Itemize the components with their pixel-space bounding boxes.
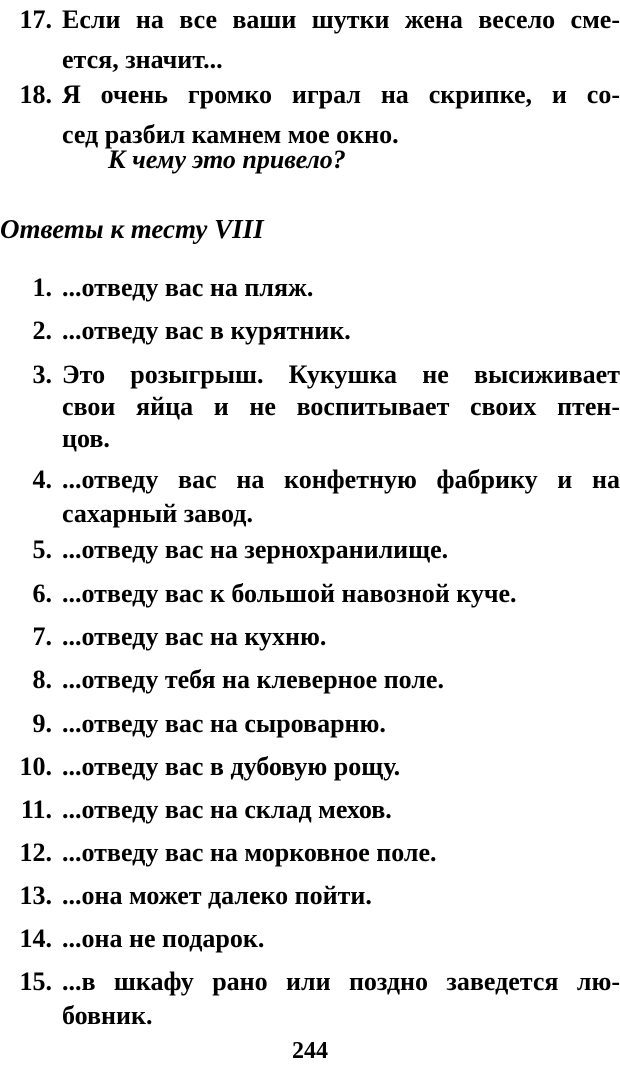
text-line: ...в шкафу рано или поздно заведется лю-: [62, 967, 620, 996]
answer-text: [62, 460, 620, 534]
answer-number: 14.: [19, 924, 52, 953]
answer-text: [62, 574, 620, 614]
text-line: сед разбил камнем мое окно.: [62, 120, 399, 149]
answer-number: 5.: [32, 535, 52, 564]
text-line: цов.: [62, 424, 110, 453]
answer-text: [62, 355, 620, 459]
answer-text: [62, 876, 620, 916]
text-line: ...отведу тебя на клеверное поле.: [62, 665, 444, 694]
text-line: ...отведу вас на конфетную фабрику и на: [62, 465, 620, 494]
text-line: Это розыгрыш. Кукушка не высиживает: [62, 360, 620, 389]
text-line: ...отведу вас в дубовую рощу.: [62, 752, 401, 781]
answer-number: 8.: [32, 665, 52, 694]
question-text: [62, 75, 620, 155]
text-line: Если на все ваши шутки жена весело сме-: [62, 5, 620, 34]
answer-text: [62, 919, 620, 959]
answer-number: 3.: [32, 360, 52, 389]
text-line: ...отведу вас к большой навозной куче.: [62, 579, 517, 608]
text-line: ...отведу вас на зернохранилище.: [62, 535, 449, 564]
text-line: сахарный завод.: [62, 499, 253, 528]
question-note: К чему это привело?: [108, 145, 346, 174]
text-line: ется, значит...: [62, 45, 223, 74]
text-line: бовник.: [62, 1001, 153, 1030]
answer-number: 10.: [19, 752, 52, 781]
answer-text: [62, 704, 620, 744]
text-line: ...она может далеко пойти.: [62, 881, 372, 910]
answer-number: 1.: [32, 273, 52, 302]
answer-number: 15.: [19, 967, 52, 996]
answer-number: 11.: [20, 795, 52, 824]
answer-text: [62, 962, 620, 1036]
section-title: Ответы к тесту VIII: [0, 214, 264, 244]
text-line: ...отведу вас на склад мехов.: [62, 795, 392, 824]
answer-text: [62, 833, 620, 873]
answer-text: [62, 268, 620, 308]
answer-number: 9.: [32, 709, 52, 738]
question-text: [62, 0, 620, 80]
text-line: Я очень громко играл на скрипке, и со-: [62, 80, 620, 109]
answer-number: 7.: [32, 622, 52, 651]
text-line: ...отведу вас в курятник.: [62, 316, 351, 345]
answer-text: [62, 790, 620, 830]
answer-number: 4.: [32, 465, 52, 494]
answer-text: [62, 617, 620, 657]
page-number: 244: [292, 1038, 328, 1064]
text-line: свои яйца и не воспитывает своих птен-: [62, 392, 620, 421]
answer-number: 2.: [32, 316, 52, 345]
answer-text: [62, 747, 620, 787]
answer-text: [62, 660, 620, 700]
text-line: ...отведу вас на кухню.: [62, 622, 327, 651]
answer-text: [62, 530, 620, 570]
question-number: 17.: [19, 5, 52, 34]
answer-number: 13.: [19, 881, 52, 910]
answer-number: 6.: [32, 579, 52, 608]
answer-text: [62, 311, 620, 351]
text-line: ...она не подарок.: [62, 924, 265, 953]
question-number: 18.: [19, 80, 52, 109]
text-line: ...отведу вас на сыроварню.: [62, 709, 386, 738]
text-line: ...отведу вас на морковное поле.: [62, 838, 437, 867]
answer-number: 12.: [19, 838, 52, 867]
text-line: ...отведу вас на пляж.: [62, 273, 314, 302]
